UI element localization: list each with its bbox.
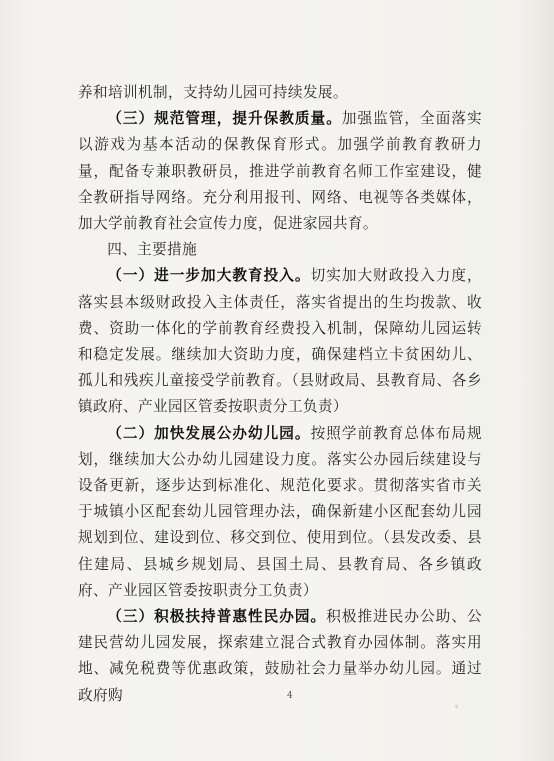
- measure-investment: [78, 263, 482, 420]
- paragraph-text: 养和培训机制，支持幼儿园可持续发展。: [78, 84, 348, 101]
- paragraph-text: 加强监管，全面落实以游戏为基本活动的保教保育形式。加强学前教育教研力量，配备专兼职教研员，推进学前教育名师工作室建设，健全教研指导网络。充分利用报刊、网络、电视等各类媒体， 加大学前教育社会宣传力度，促进家园共育。: [78, 110, 482, 233]
- measure-text: 切实加大财政投入力度，落实县本级财政投入主体责任，落实省提出的生均拨款、收费、资助一体化的学前教育经费投入机制，保障幼儿园运转和稳定发展。继续加大资助力度，确保建档立卡贫困幼儿、孤儿和残疾儿童接受学前教育。（县财政局、县教育局、各乡镇政府、产业园区管委按职责分工负责）: [78, 267, 482, 416]
- section-heading: 四、主要措施: [107, 241, 198, 259]
- paragraph-management: [78, 106, 482, 237]
- paragraph-lead: （三）规范管理，提升保教质量。: [107, 110, 342, 128]
- measure-lead: （二）加快发展公办幼儿园。: [107, 424, 311, 442]
- measure-public-kindergartens: [78, 421, 482, 604]
- measure-text: 按照学前教育总体布局规划，继续加大公办幼儿园建设力度。落实公办园后续建设与设备更新，逐步达到标准化、规范化要求。贯彻落实省市关于城镇小区配套幼儿园管理办法，确保新建小区配套幼儿园规划到位、建设到位、移交到位、使用到位。（县发改委、县住建局、县城乡规划局、县国土局、县教育局、各乡镇政府、产业园区管委按职责分工负责）: [78, 424, 482, 599]
- measure-lead: （三）积极扶持普惠性民办园。: [107, 608, 327, 626]
- paragraph-continuation: [78, 80, 482, 106]
- page-number: 4: [287, 691, 293, 701]
- measure-text: 积极推进民办公助、公建民营幼儿园发展，探索建立混合式教育办园体制。落实用地、减免税费等优惠政策，鼓励社会力量举办幼儿园。通过政府购: [78, 608, 482, 704]
- measure-lead: （一）进一步加大教育投入。: [107, 267, 311, 285]
- measure-private-kindergartens: [78, 604, 482, 709]
- document-body: [78, 80, 482, 709]
